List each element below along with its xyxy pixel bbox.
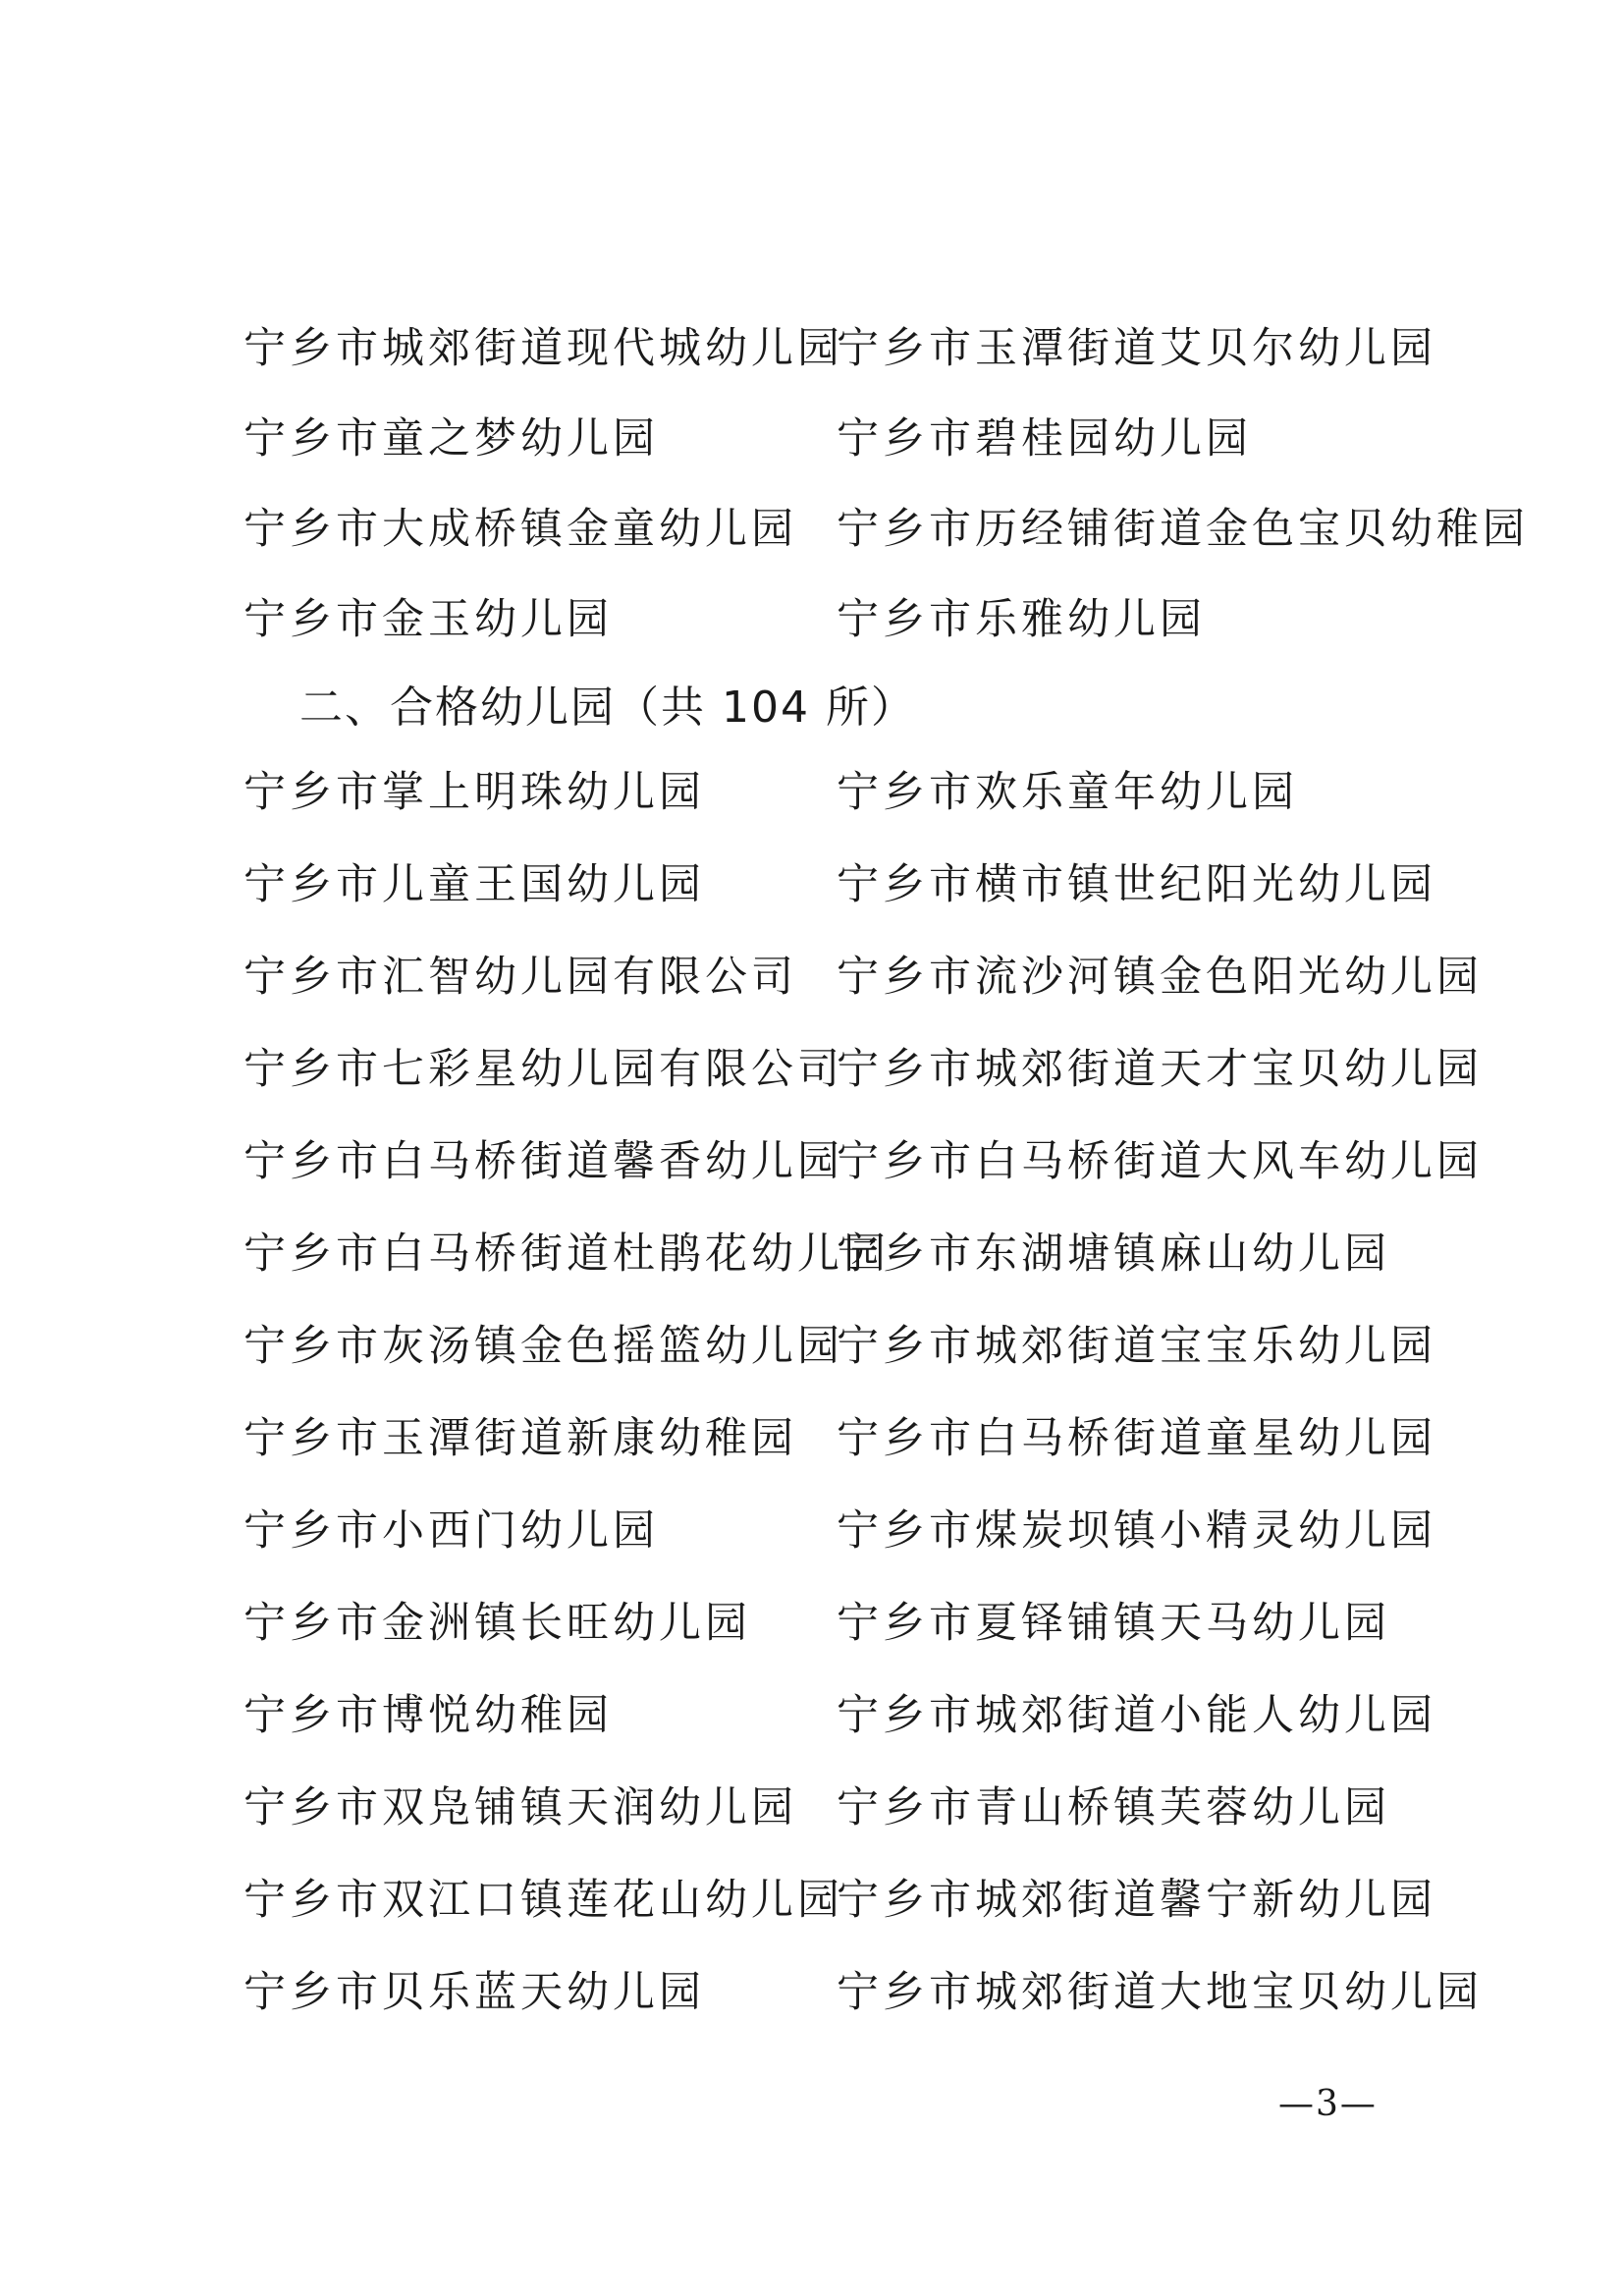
kindergarten-name: 宁乡市碧桂园幼儿园 (837, 414, 1252, 464)
list-row (0, 1312, 1623, 1381)
kindergarten-name: 宁乡市七彩星幼儿园有限公司 (243, 1045, 843, 1094)
list-row (0, 1220, 1623, 1288)
list-row (0, 1681, 1623, 1750)
list-row (0, 1866, 1623, 1935)
list-row (0, 1497, 1623, 1565)
kindergarten-name: 宁乡市煤炭坝镇小精灵幼儿园 (837, 1506, 1436, 1556)
list-row (0, 850, 1623, 919)
kindergarten-name: 宁乡市白马桥街道馨香幼儿园 (243, 1137, 843, 1186)
list-row (0, 585, 1623, 654)
kindergarten-name: 宁乡市双凫铺镇天润幼儿园 (243, 1783, 797, 1832)
kindergarten-name: 宁乡市双江口镇莲花山幼儿园 (243, 1876, 843, 1925)
kindergarten-name: 宁乡市白马桥街道杜鹃花幼儿园 (243, 1230, 890, 1279)
kindergarten-name: 宁乡市欢乐童年幼儿园 (837, 768, 1298, 817)
kindergarten-name: 宁乡市汇智幼儿园有限公司 (243, 953, 797, 1002)
list-row (0, 314, 1623, 383)
kindergarten-name: 宁乡市童之梦幼儿园 (243, 414, 659, 464)
kindergarten-name: 宁乡市城郊街道天才宝贝幼儿园 (837, 1045, 1483, 1094)
list-row (0, 1958, 1623, 2027)
list-row (0, 1035, 1623, 1104)
kindergarten-name: 宁乡市东湖塘镇麻山幼儿园 (837, 1230, 1390, 1279)
kindergarten-name: 宁乡市历经铺街道金色宝贝幼稚园 (837, 505, 1529, 554)
kindergarten-name: 宁乡市夏铎铺镇天马幼儿园 (837, 1599, 1390, 1648)
kindergarten-name: 宁乡市玉潭街道新康幼稚园 (243, 1414, 797, 1463)
list-row (0, 1589, 1623, 1658)
list-row (0, 758, 1623, 827)
kindergarten-name: 宁乡市博悦幼稚园 (243, 1691, 613, 1740)
kindergarten-name: 宁乡市掌上明珠幼儿园 (243, 768, 705, 817)
list-row (0, 1774, 1623, 1842)
kindergarten-name: 宁乡市大成桥镇金童幼儿园 (243, 505, 797, 554)
kindergarten-name: 宁乡市金洲镇长旺幼儿园 (243, 1599, 751, 1648)
page-number: —3— (1278, 2084, 1378, 2124)
kindergarten-name: 宁乡市儿童王国幼儿园 (243, 860, 705, 909)
list-row (0, 943, 1623, 1011)
kindergarten-name: 宁乡市城郊街道现代城幼儿园 (243, 324, 843, 373)
list-row (0, 405, 1623, 473)
list-row (0, 495, 1623, 564)
kindergarten-name: 宁乡市城郊街道馨宁新幼儿园 (837, 1876, 1436, 1925)
kindergarten-name: 宁乡市小西门幼儿园 (243, 1506, 659, 1556)
kindergarten-name: 宁乡市横市镇世纪阳光幼儿园 (837, 860, 1436, 909)
kindergarten-name: 宁乡市乐雅幼儿园 (837, 595, 1206, 644)
kindergarten-name: 宁乡市玉潭街道艾贝尔幼儿园 (837, 324, 1436, 373)
kindergarten-name: 宁乡市流沙河镇金色阳光幼儿园 (837, 953, 1483, 1002)
kindergarten-name: 宁乡市灰汤镇金色摇篮幼儿园 (243, 1322, 843, 1371)
kindergarten-name: 宁乡市城郊街道小能人幼儿园 (837, 1691, 1436, 1740)
kindergarten-name: 宁乡市白马桥街道大风车幼儿园 (837, 1137, 1483, 1186)
list-row (0, 1127, 1623, 1196)
kindergarten-name: 宁乡市金玉幼儿园 (243, 595, 613, 644)
section-heading: 二、合格幼儿园（共 104 所） (299, 683, 916, 733)
kindergarten-name: 宁乡市城郊街道大地宝贝幼儿园 (837, 1968, 1483, 2017)
kindergarten-name: 宁乡市白马桥街道童星幼儿园 (837, 1414, 1436, 1463)
kindergarten-name: 宁乡市青山桥镇芙蓉幼儿园 (837, 1783, 1390, 1832)
kindergarten-name: 宁乡市城郊街道宝宝乐幼儿园 (837, 1322, 1436, 1371)
list-row (0, 1404, 1623, 1473)
kindergarten-name: 宁乡市贝乐蓝天幼儿园 (243, 1968, 705, 2017)
